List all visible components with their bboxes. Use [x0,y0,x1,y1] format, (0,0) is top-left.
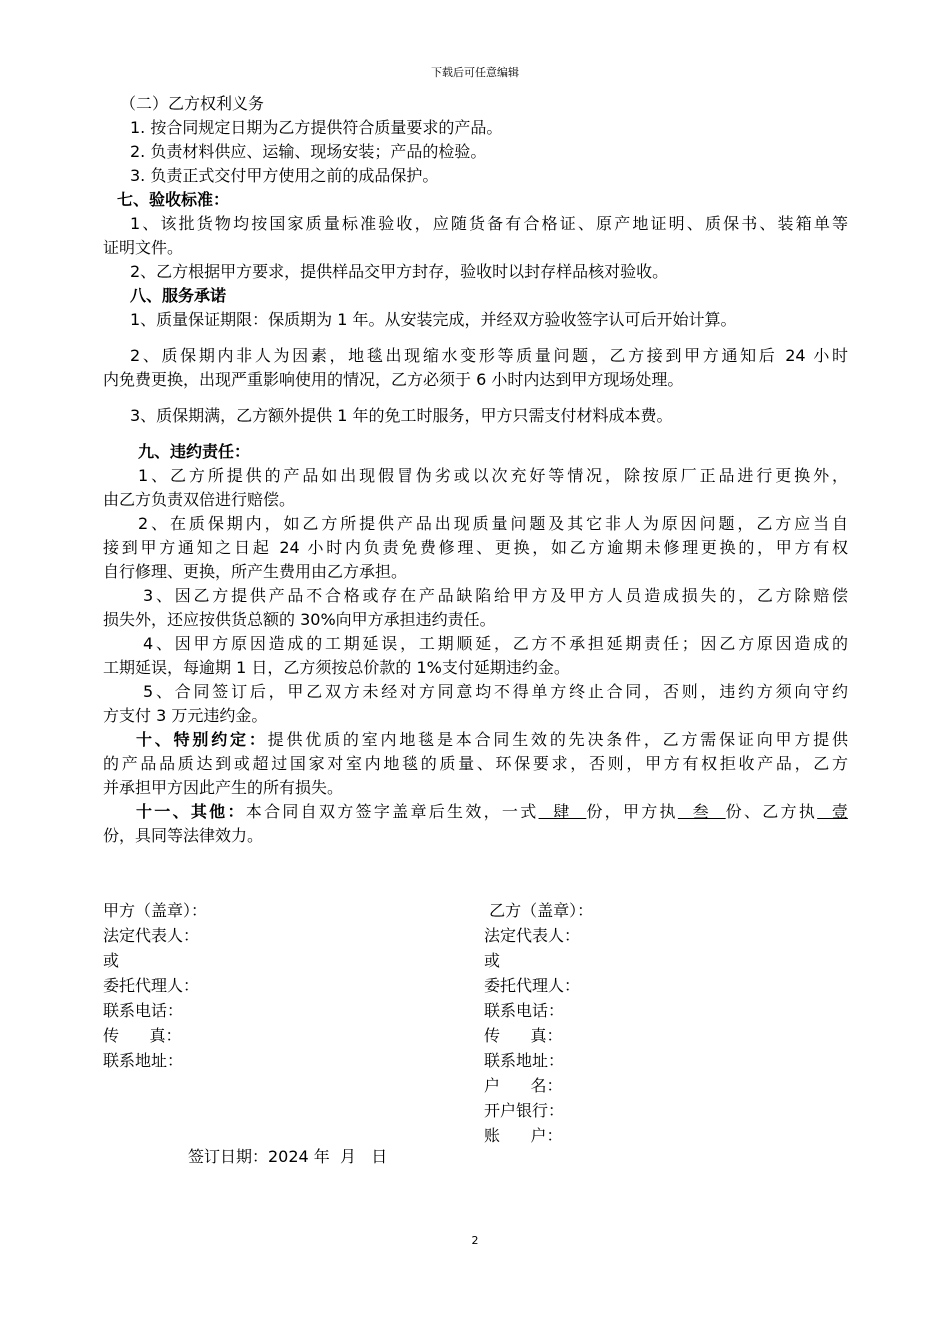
paragraph-line: 并承担甲方因此产生的所有损失。 [103,778,344,797]
party-b-bank: 开户银行： [484,1101,565,1120]
paragraph-text: 份、乙方执 [725,802,818,821]
party-a-agent: 委托代理人： [103,976,200,995]
paragraph-line: 内免费更换，出现严重影响使用的情况，乙方必须于 6 小时内达到甲方现场处理。 [103,370,684,389]
paragraph-line: 证明文件。 [103,238,184,257]
party-a-fax: 传 真： [103,1026,182,1045]
party-b-account-name: 户 名： [484,1076,563,1095]
list-item: 2. 负责材料供应、运输、现场安装；产品的检验。 [130,142,487,161]
paragraph-line: 1、乙方所提供的产品如出现假冒伪劣或以次充好等情况，除按原厂正品进行更换外， [138,466,848,485]
party-b-agent: 委托代理人： [484,976,581,995]
paragraph-line: 5、合同签订后，甲乙双方未经对方同意均不得单方终止合同，否则，违约方须向守约 [143,682,848,701]
party-a-or: 或 [103,951,120,970]
paragraph-line: 3、质保期满，乙方额外提供 1 年的免工时服务，甲方只需支付材料成本费。 [130,406,673,425]
sign-date: 签订日期：2024 年 月 日 [188,1147,388,1166]
paragraph-line: 份，具同等法律效力。 [103,826,264,845]
list-item: 1. 按合同规定日期为乙方提供符合质量要求的产品。 [130,118,503,137]
section-title: 七、验收标准： [117,190,230,209]
paragraph-line: 方支付 3 万元违约金。 [103,706,268,725]
paragraph-line: 的产品品质达到或超过国家对室内地毯的质量、环保要求，否则，甲方有权拒收产品，乙方 [103,754,848,773]
party-a-stamp: 甲方（盖章）： [103,901,208,920]
paragraph-line: 3、因乙方提供产品不合格或存在产品缺陷给甲方及甲方人员造成损失的，乙方除赔偿 [143,586,848,605]
paragraph-line: 由乙方负责双倍进行赔偿。 [103,490,296,509]
section-title: 十、特别约定： [136,730,268,749]
party-a-phone: 联系电话： [103,1001,184,1020]
party-b-legal-rep: 法定代表人： [484,926,581,945]
paragraph-line: 接到甲方通知之日起 24 小时内负责免费修理、更换，如乙方逾期未修理更换的，甲方有权 [103,538,848,557]
section-title: （二）乙方权利义务 [120,94,265,113]
party-b-address: 联系地址： [484,1051,565,1070]
party-b-stamp: 乙方（盖章）： [484,901,594,920]
party-b-signature-block [484,898,593,1148]
party-b-or: 或 [484,951,501,970]
party-b-fax: 传 真： [484,1026,563,1045]
paragraph-line: 2、在质保期内，如乙方所提供产品出现质量问题及其它非人为原因问题，乙方应当自 [138,514,848,533]
contract-body [103,92,848,848]
section-title: 十一、其他： [136,802,246,821]
paragraph-line: 1、质量保证期限：保质期为 1 年。从安装完成，并经双方验收签字认可后开始计算。 [130,310,737,329]
paragraph-text: 提供优质的室内地毯是本合同生效的先决条件，乙方需保证向甲方提供 [267,730,848,749]
paragraph-line: 工期延误，每逾期 1 日，乙方须按总价款的 1%支付延期违约金。 [103,658,570,677]
other-terms-line [136,800,848,824]
list-item: 3. 负责正式交付甲方使用之前的成品保护。 [130,166,439,185]
section-title: 八、服务承诺 [130,286,227,305]
paragraph-line: 2、乙方根据甲方要求，提供样品交甲方封存，验收时以封存样品核对验收。 [130,262,669,281]
special-terms-line [136,728,848,752]
paragraph-line: 4、因甲方原因造成的工期延误，工期顺延，乙方不承担延期责任；因乙方原因造成的 [143,634,848,653]
paragraph-line: 自行修理、更换，所产生费用由乙方承担。 [103,562,408,581]
party-b-account: 账 户： [484,1126,563,1145]
party-a-copies: 叁 [677,802,726,821]
page-number: 2 [471,1234,479,1247]
page-header: 下载后可任意编辑 [431,66,519,79]
paragraph-text: 本合同自双方签字盖章后生效，一式 [245,802,539,821]
party-a-address: 联系地址： [103,1051,184,1070]
paragraph-line: 2、质保期内非人为因素，地毯出现缩水变形等质量问题，乙方接到甲方通知后 24 小时 [130,346,848,365]
section-title: 九、违约责任： [138,442,251,461]
party-a-legal-rep: 法定代表人： [103,926,200,945]
paragraph-line: 损失外，还应按供货总额的 30%向甲方承担违约责任。 [103,610,496,629]
party-b-copies: 壹 [817,802,848,821]
party-b-phone: 联系电话： [484,1001,565,1020]
party-a-signature-block [103,898,207,1073]
paragraph-line: 1、该批货物均按国家质量标准验收，应随货备有合格证、原产地证明、质保书、装箱单等 [130,214,848,233]
paragraph-text: 份，甲方执 [586,802,678,821]
copies-count: 肆 [538,802,587,821]
